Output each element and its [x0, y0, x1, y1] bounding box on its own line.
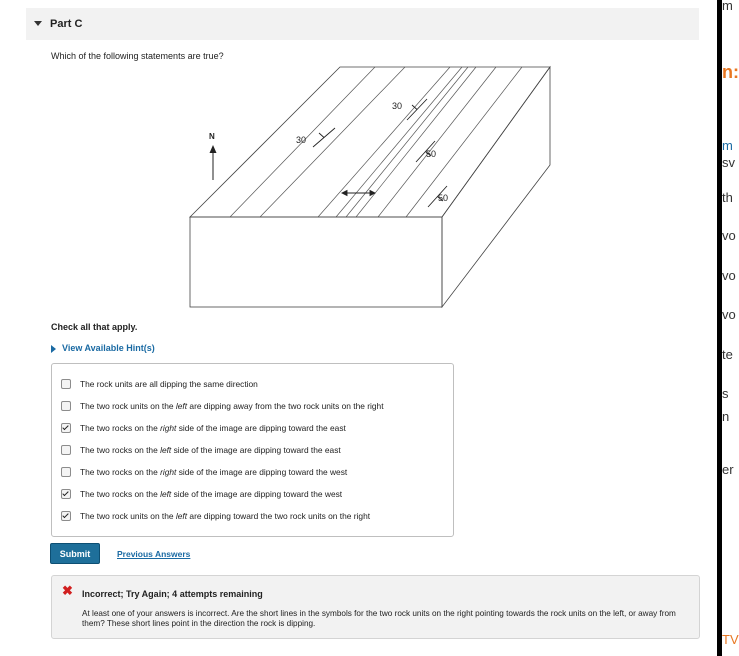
checkbox[interactable] — [61, 489, 71, 499]
option-label: The two rock units on the left are dipping away from the two rock units on the right — [80, 401, 384, 411]
option-row[interactable] — [61, 509, 370, 523]
options-list — [51, 363, 454, 537]
north-label: N — [209, 132, 215, 141]
feedback-title: Incorrect; Try Again; 4 attempts remaining — [82, 589, 263, 599]
option-label: The two rock units on the left are dipping toward the two rock units on the right — [80, 511, 371, 521]
option-label: The two rocks on the right side of the image are dipping toward the east — [80, 423, 346, 433]
checkbox[interactable] — [61, 401, 71, 411]
text-fragment: th — [722, 190, 733, 205]
option-row[interactable] — [61, 487, 342, 501]
text-fragment: s — [722, 386, 729, 401]
option-row[interactable] — [61, 421, 346, 435]
feedback-panel — [51, 575, 700, 639]
checkbox[interactable] — [61, 511, 71, 521]
option-row[interactable] — [61, 443, 341, 457]
previous-answers-link[interactable]: Previous Answers — [117, 549, 191, 559]
option-label: The two rocks on the right side of the image are dipping toward the west — [80, 467, 348, 477]
submit-button[interactable]: Submit — [50, 543, 100, 564]
dip-label: 30 — [296, 135, 307, 145]
north-arrow-icon — [210, 145, 217, 180]
text-fragment: er — [722, 462, 734, 477]
text-fragment: n — [722, 409, 730, 424]
expand-triangle-icon — [51, 345, 56, 353]
checkbox[interactable] — [61, 423, 71, 433]
option-row[interactable] — [61, 465, 347, 479]
option-label: The two rocks on the left side of the image are dipping toward the east — [80, 445, 341, 455]
text-fragment: vo — [722, 228, 736, 243]
collapse-caret-icon[interactable] — [34, 21, 42, 26]
text-fragment: vo — [722, 268, 736, 283]
text-fragment: n: — [722, 62, 739, 82]
check-all-instruction: Check all that apply. — [51, 322, 138, 332]
hints-label: View Available Hint(s) — [62, 343, 155, 353]
dip-label: 50 — [426, 149, 437, 159]
text-fragment: m — [722, 0, 733, 13]
fold-axis-line — [346, 67, 468, 217]
option-label: The two rocks on the left side of the image are dipping toward the west — [80, 489, 343, 499]
text-fragment: te — [722, 347, 733, 362]
incorrect-x-icon: ✖ — [62, 583, 73, 598]
rock-boundary-line — [260, 67, 405, 217]
block-side-face — [442, 67, 550, 307]
rock-boundary-line — [378, 67, 496, 217]
feedback-text: At least one of your answers is incorrect. Are the short lines in the symbols for the two rock units on the right pointing towards the rock units on the left, or away from them? These short lines point in the direction the rock is dipping. — [82, 609, 676, 628]
view-hints-link[interactable] — [51, 343, 155, 353]
anticline-symbol-icon — [342, 191, 375, 196]
dip-label: 30 — [392, 101, 403, 111]
text-fragment: m — [722, 138, 733, 153]
rock-boundary-line — [318, 67, 450, 217]
block-front-face — [190, 217, 442, 307]
checkbox[interactable] — [61, 467, 71, 477]
checkbox[interactable] — [61, 379, 71, 389]
block-diagram — [180, 65, 560, 315]
question-text: Which of the following statements are true? — [51, 51, 224, 61]
dip-label: 50 — [438, 193, 449, 203]
option-row[interactable] — [61, 399, 384, 413]
background-window-strip — [722, 0, 739, 656]
text-fragment: TV — [722, 632, 739, 647]
checkbox[interactable] — [61, 445, 71, 455]
option-row[interactable] — [61, 377, 258, 391]
part-c-header[interactable] — [26, 8, 699, 40]
text-fragment: sv — [722, 155, 735, 170]
part-title: Part C — [50, 18, 83, 30]
option-label: The rock units are all dipping the same direction — [80, 379, 258, 389]
text-fragment: vo — [722, 307, 736, 322]
rock-boundary-line — [406, 67, 522, 217]
